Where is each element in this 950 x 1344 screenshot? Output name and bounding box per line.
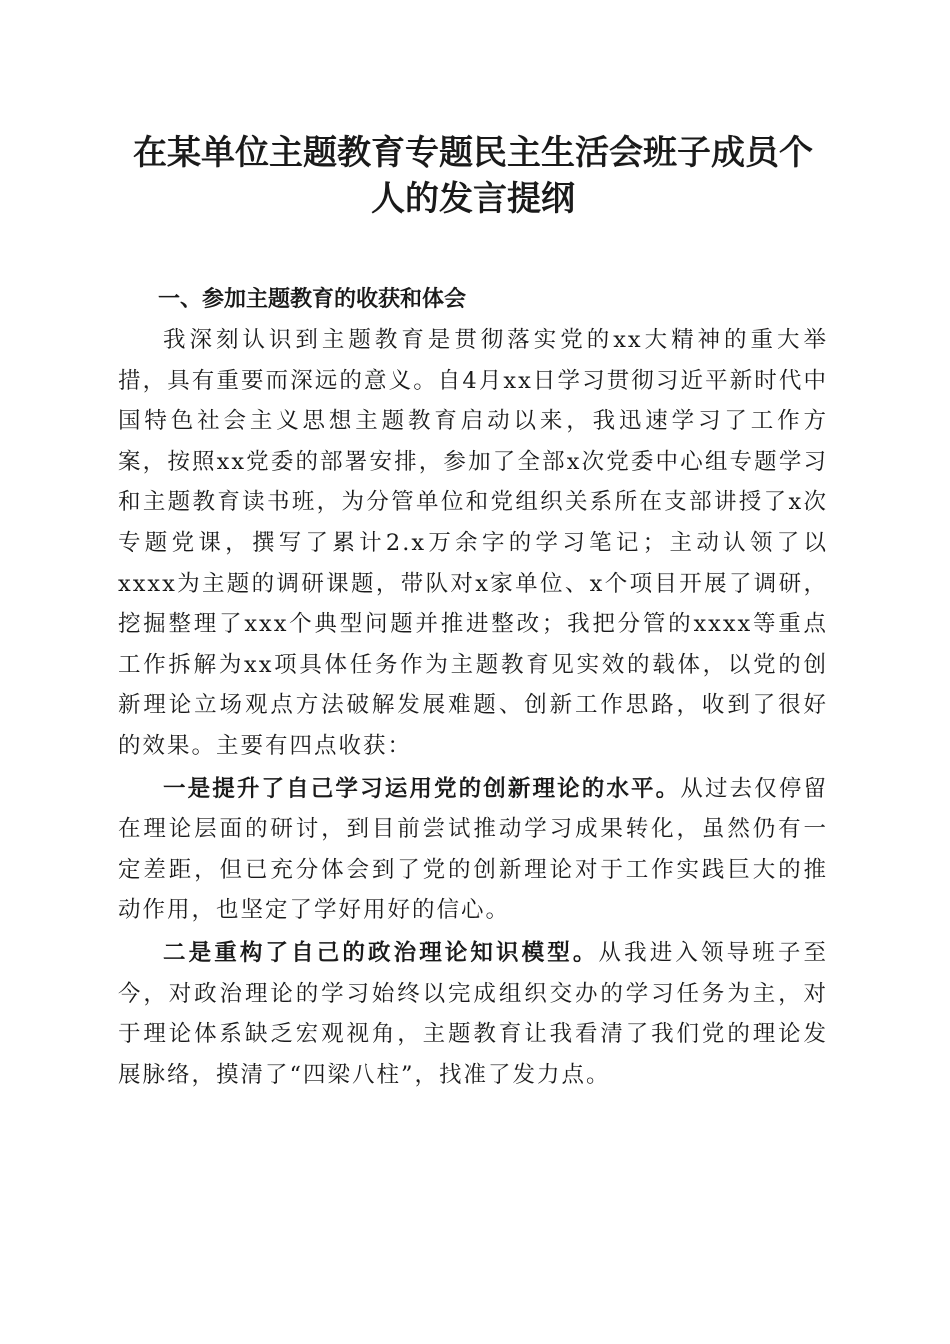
document-body <box>118 320 828 1095</box>
paragraph-lead: 一是提升了自己学习运用党的创新理论的水平。 <box>163 775 681 802</box>
document-page <box>118 130 828 1088</box>
title-line-1: 在某单位主题教育专题民主生活会班子成员个 <box>133 133 813 173</box>
section-heading-1: 一、参加主题教育的收获和体会 <box>158 287 467 312</box>
paragraph-gain-2 <box>118 933 828 1095</box>
paragraph-gain-1 <box>118 769 828 931</box>
paragraph-text: 我深刻认识到主题教育是贯彻落实党的xx大精神的重大举措，具有重要而深远的意义。自4月xx日学习贯彻习近平新时代中国特色社会主义思想主题教育启动以来，我迅速学习了工作方案，按照xx党委的部署安排，参加了全部x次党委中心组专题学习和主题教育读书班，为分管单位和党组织关系所在支部讲授了x次专题党课，撰写了累计2.x万余字的学习笔记；主动认领了以xxxx为主题的调研课题，带队对x家单位、x个项目开展了调研，挖掘整理了xxx个典型问题并推进整改；我把分管的xxxx等重点工作拆解为xx项具体任务作为主题教育见实效的载体，以党的创新理论立场观点方法破解发展难题、创新工作思路，收到了很好的效果。主要有四点收获： <box>118 327 828 759</box>
document-title <box>118 130 828 222</box>
paragraph-lead: 二是重构了自己的政治理论知识模型。 <box>163 939 599 966</box>
paragraph-intro <box>118 320 828 767</box>
title-line-2: 人的发言提纲 <box>371 179 575 219</box>
paragraph-text: 从过去仅停留在理论层面的研讨，到目前尝试推动学习成果转化，虽然仍有一定差距，但已充分体会到了党的创新理论对于工作实践巨大的推动作用，也坚定了学好用好的信心。 <box>118 775 828 924</box>
paragraph-text: 从我进入领导班子至今，对政治理论的学习始终以完成组织交办的学习任务为主，对于理论体系缺乏宏观视角，主题教育让我看清了我们党的理论发展脉络，摸清了“四梁八柱”，找准了发力点。 <box>118 939 828 1088</box>
